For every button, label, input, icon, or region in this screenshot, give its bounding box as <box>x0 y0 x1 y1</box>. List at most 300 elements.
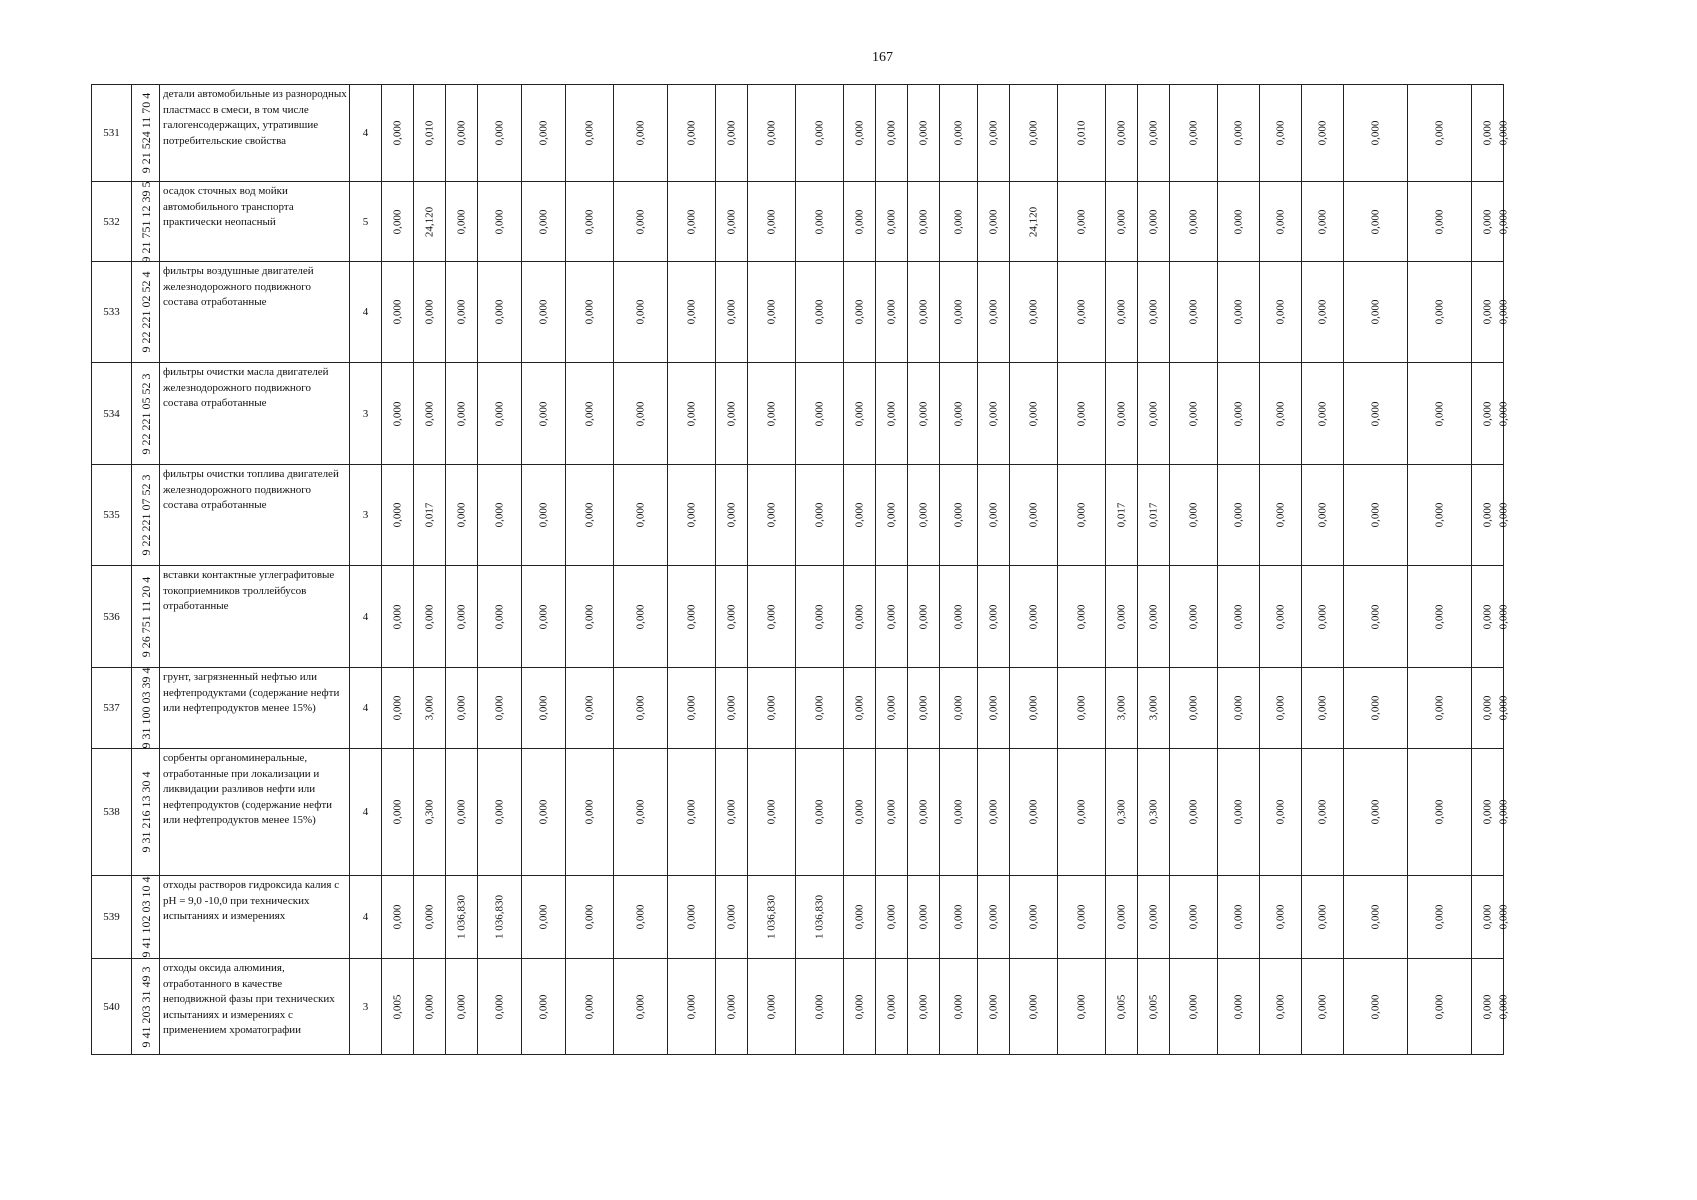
value-cell <box>478 363 522 465</box>
value-cell <box>1058 959 1106 1055</box>
value-text: 0,000 <box>1147 299 1159 325</box>
value-text: 0,000 <box>1232 401 1244 426</box>
value-text: 0,000 <box>423 904 435 930</box>
value-text: 0,000 <box>634 604 646 629</box>
value-cell <box>446 465 478 566</box>
value-cell <box>876 85 908 182</box>
value-text: 0,000 <box>813 120 825 146</box>
value-cell <box>1106 85 1138 182</box>
value-text: 0,000 <box>493 401 505 426</box>
value-text: 0,000 <box>1316 401 1328 426</box>
value-cell <box>844 566 876 668</box>
value-text: 0,000 <box>391 401 403 426</box>
value-cell <box>446 85 478 182</box>
value-cell <box>522 85 566 182</box>
value-text: 0,000 <box>455 299 467 325</box>
value-text: 0,000 <box>1232 120 1244 146</box>
value-cell <box>668 959 716 1055</box>
value-text: 1 036,830 <box>493 895 505 939</box>
value-cell <box>876 876 908 959</box>
value-cell <box>748 668 796 749</box>
value-text: 0,000 <box>583 120 595 146</box>
value-text: 0,000 <box>765 695 777 721</box>
value-text: 0,000 <box>685 994 697 1019</box>
waste-code-cell <box>132 182 160 262</box>
value-text: 0,000 <box>493 604 505 629</box>
value-cell <box>1058 182 1106 262</box>
value-text: 0,000 <box>1274 299 1286 325</box>
value-cell <box>522 566 566 668</box>
value-text: 0,000 <box>765 604 777 629</box>
value-text: 0,000 <box>853 799 865 825</box>
value-text: 0,000 <box>391 604 403 629</box>
value-cell <box>1344 749 1408 876</box>
value-cell <box>382 262 414 363</box>
value-cell <box>1106 959 1138 1055</box>
value-text: 0,000 <box>885 695 897 721</box>
row-number: 537 <box>92 668 132 749</box>
value-text: 0,000 <box>1497 299 1510 325</box>
value-cell <box>716 749 748 876</box>
value-cell <box>796 363 844 465</box>
value-cell <box>1138 363 1170 465</box>
value-cell <box>668 668 716 749</box>
value-text: 0,000 <box>493 695 505 721</box>
value-text: 0,000 <box>1433 695 1445 721</box>
waste-code-cell <box>132 363 160 465</box>
value-text: 0,000 <box>391 299 403 325</box>
value-text: 0,000 <box>1187 904 1199 930</box>
value-text: 0,300 <box>1147 799 1159 825</box>
value-cell <box>1218 465 1260 566</box>
value-text: 0,000 <box>1369 695 1381 721</box>
value-text: 0,000 <box>1433 799 1445 825</box>
value-text: 0,000 <box>813 209 825 234</box>
value-cell <box>566 85 614 182</box>
value-cell <box>668 749 716 876</box>
value-cell <box>1106 465 1138 566</box>
value-text: 0,000 <box>725 209 737 234</box>
value-cell <box>716 182 748 262</box>
value-cell <box>1260 182 1302 262</box>
value-text: 0,000 <box>1075 209 1087 234</box>
value-text: 0,000 <box>1481 799 1493 825</box>
value-cell <box>1106 876 1138 959</box>
value-cell <box>478 566 522 668</box>
value-text: 0,000 <box>634 904 646 930</box>
value-text: 0,300 <box>1115 799 1127 825</box>
value-text: 24,120 <box>423 206 435 237</box>
value-cell <box>1344 465 1408 566</box>
value-text: 0,000 <box>987 299 999 325</box>
value-cell <box>614 959 668 1055</box>
value-text: 0,000 <box>1497 502 1510 528</box>
waste-name: грунт, загрязненный нефтью или нефтепродуктами (содержание нефти или нефтепродуктов менее 15%) <box>160 668 350 749</box>
table-row <box>92 182 1504 262</box>
value-cell <box>1302 85 1344 182</box>
value-cell <box>566 262 614 363</box>
value-text: 0,000 <box>1115 604 1127 629</box>
value-cell <box>1170 749 1218 876</box>
value-text: 0,000 <box>725 994 737 1019</box>
value-text: 0,000 <box>917 299 929 325</box>
value-cell <box>908 262 940 363</box>
value-cell <box>1260 959 1302 1055</box>
waste-code: 9 41 102 03 10 4 <box>138 876 153 958</box>
value-text: 0,000 <box>1316 604 1328 629</box>
value-cell <box>876 566 908 668</box>
value-cell <box>614 749 668 876</box>
table-row <box>92 959 1504 1055</box>
value-text: 3,000 <box>1147 695 1159 721</box>
value-cell <box>876 749 908 876</box>
value-text: 0,000 <box>537 799 549 825</box>
value-cell <box>978 85 1010 182</box>
value-text: 0,000 <box>1075 799 1087 825</box>
value-text: 0,000 <box>917 502 929 528</box>
value-cell <box>796 182 844 262</box>
value-cell <box>414 465 446 566</box>
value-cell <box>1138 668 1170 749</box>
value-cell <box>978 262 1010 363</box>
value-cell <box>716 668 748 749</box>
value-text: 0,000 <box>987 604 999 629</box>
value-text: 0,000 <box>1369 401 1381 426</box>
value-cell <box>876 363 908 465</box>
value-text: 0,000 <box>537 209 549 234</box>
table-row <box>92 262 1504 363</box>
value-cell <box>1344 876 1408 959</box>
value-cell <box>876 668 908 749</box>
value-text: 0,000 <box>725 604 737 629</box>
value-text: 0,000 <box>765 209 777 234</box>
value-cell <box>978 876 1010 959</box>
value-cell <box>446 566 478 668</box>
value-text: 0,000 <box>493 502 505 528</box>
value-cell <box>1170 876 1218 959</box>
value-text: 0,000 <box>1075 604 1087 629</box>
value-text: 0,000 <box>537 502 549 528</box>
value-cell <box>978 668 1010 749</box>
value-cell <box>1344 182 1408 262</box>
waste-name: фильтры очистки топлива двигателей железнодорожного подвижного состава отработанные <box>160 465 350 566</box>
hazard-class: 4 <box>350 749 382 876</box>
value-text: 0,000 <box>813 604 825 629</box>
hazard-class: 3 <box>350 465 382 566</box>
value-cell <box>748 182 796 262</box>
value-text: 0,000 <box>725 502 737 528</box>
value-text: 0,000 <box>537 120 549 146</box>
table-row <box>92 85 1504 182</box>
value-text: 0,000 <box>1497 695 1510 721</box>
value-text: 0,000 <box>1232 604 1244 629</box>
value-text: 0,000 <box>455 502 467 528</box>
value-cell <box>1058 668 1106 749</box>
value-text: 0,000 <box>423 994 435 1019</box>
value-cell <box>382 668 414 749</box>
value-text: 0,000 <box>1027 904 1039 930</box>
value-cell <box>1408 262 1472 363</box>
value-text: 0,000 <box>1147 209 1159 234</box>
value-cell <box>1408 749 1472 876</box>
value-text: 0,000 <box>583 502 595 528</box>
hazard-class: 4 <box>350 262 382 363</box>
value-text: 0,000 <box>685 401 697 426</box>
hazard-class: 3 <box>350 959 382 1055</box>
value-cell <box>1138 182 1170 262</box>
value-text: 0,000 <box>1115 401 1127 426</box>
value-text: 0,000 <box>1433 120 1445 146</box>
row-number: 539 <box>92 876 132 959</box>
value-cell <box>1302 749 1344 876</box>
waste-name: детали автомобильные из разнородных пластмасс в смеси, в том числе галогенсодержащих, утратившие потребительские свойства <box>160 85 350 182</box>
value-cell <box>522 876 566 959</box>
row-number: 531 <box>92 85 132 182</box>
value-cell <box>668 876 716 959</box>
value-cell <box>1408 668 1472 749</box>
value-cell <box>1260 465 1302 566</box>
value-cell <box>1218 959 1260 1055</box>
value-cell <box>522 959 566 1055</box>
value-cell <box>748 85 796 182</box>
value-text: 0,000 <box>1027 502 1039 528</box>
value-cell <box>908 959 940 1055</box>
value-text: 0,000 <box>685 120 697 146</box>
value-text: 0,000 <box>1187 502 1199 528</box>
value-cell <box>1170 566 1218 668</box>
value-text: 0,000 <box>885 502 897 528</box>
value-text: 0,000 <box>493 299 505 325</box>
value-cell <box>1302 668 1344 749</box>
value-cell <box>1408 465 1472 566</box>
value-text: 3,000 <box>1115 695 1127 721</box>
value-cell <box>1408 566 1472 668</box>
value-text: 0,000 <box>1232 299 1244 325</box>
value-cell <box>1170 465 1218 566</box>
value-text: 0,000 <box>391 502 403 528</box>
value-cell <box>716 876 748 959</box>
value-cell <box>940 959 978 1055</box>
value-text: 0,005 <box>391 994 403 1019</box>
waste-code: 9 31 100 03 39 4 <box>138 667 153 749</box>
value-cell <box>414 363 446 465</box>
value-text: 0,000 <box>583 209 595 234</box>
value-cell <box>1218 876 1260 959</box>
value-text: 0,000 <box>1027 401 1039 426</box>
value-cell <box>668 363 716 465</box>
value-text: 0,000 <box>493 209 505 234</box>
value-cell <box>522 182 566 262</box>
value-text: 0,000 <box>634 502 646 528</box>
value-cell <box>1010 182 1058 262</box>
value-cell <box>796 959 844 1055</box>
waste-code: 9 22 221 05 52 3 <box>138 373 153 454</box>
waste-code-cell <box>132 85 160 182</box>
value-text: 0,000 <box>1274 401 1286 426</box>
value-text: 0,000 <box>853 299 865 325</box>
value-text: 0,000 <box>634 695 646 721</box>
value-text: 0,000 <box>455 799 467 825</box>
value-text: 0,000 <box>1497 799 1510 825</box>
row-number: 538 <box>92 749 132 876</box>
value-text: 0,000 <box>725 695 737 721</box>
value-cell <box>522 465 566 566</box>
value-text: 0,000 <box>952 994 964 1019</box>
value-text: 0,000 <box>1075 401 1087 426</box>
value-cell <box>1138 959 1170 1055</box>
waste-code-cell <box>132 262 160 363</box>
value-text: 0,000 <box>391 799 403 825</box>
value-cell <box>1058 85 1106 182</box>
value-cell <box>978 749 1010 876</box>
value-cell <box>748 959 796 1055</box>
value-cell <box>844 749 876 876</box>
value-text: 1 036,830 <box>765 895 777 939</box>
value-cell <box>614 262 668 363</box>
value-text: 0,000 <box>987 209 999 234</box>
value-text: 0,000 <box>1497 401 1510 426</box>
value-text: 0,000 <box>685 209 697 234</box>
value-cell <box>478 749 522 876</box>
value-cell <box>1218 85 1260 182</box>
value-text: 0,000 <box>1481 604 1493 629</box>
value-text: 0,000 <box>1115 904 1127 930</box>
value-text: 0,000 <box>455 695 467 721</box>
value-text: 24,120 <box>1027 206 1039 237</box>
value-text: 0,000 <box>583 604 595 629</box>
value-text: 0,000 <box>917 401 929 426</box>
value-text: 0,000 <box>725 904 737 930</box>
value-text: 0,000 <box>1481 994 1493 1019</box>
value-text: 0,000 <box>853 904 865 930</box>
value-cell <box>978 363 1010 465</box>
value-text: 0,000 <box>952 401 964 426</box>
value-text: 0,000 <box>583 299 595 325</box>
value-text: 0,000 <box>765 401 777 426</box>
value-text: 0,000 <box>1187 120 1199 146</box>
value-cell <box>940 749 978 876</box>
row-number: 534 <box>92 363 132 465</box>
value-text: 0,000 <box>1147 904 1159 930</box>
value-cell <box>522 668 566 749</box>
value-cell <box>1170 85 1218 182</box>
value-text: 0,000 <box>853 401 865 426</box>
value-cell <box>566 566 614 668</box>
value-cell <box>446 262 478 363</box>
value-cell <box>1408 85 1472 182</box>
value-cell <box>1010 959 1058 1055</box>
value-text: 0,000 <box>1075 904 1087 930</box>
value-text: 0,000 <box>987 695 999 721</box>
value-text: 0,000 <box>1369 904 1381 930</box>
value-text: 0,000 <box>885 904 897 930</box>
value-cell <box>668 566 716 668</box>
value-cell <box>1138 262 1170 363</box>
value-text: 0,000 <box>885 401 897 426</box>
value-text: 0,000 <box>455 994 467 1019</box>
value-cell <box>940 876 978 959</box>
value-text: 0,000 <box>1075 299 1087 325</box>
value-text: 0,000 <box>917 120 929 146</box>
hazard-class: 5 <box>350 182 382 262</box>
value-cell <box>908 182 940 262</box>
value-text: 0,000 <box>493 120 505 146</box>
value-cell <box>1218 749 1260 876</box>
value-cell <box>940 465 978 566</box>
table-row <box>92 876 1504 959</box>
value-cell <box>446 749 478 876</box>
waste-code: 9 41 203 31 49 3 <box>138 966 153 1047</box>
value-text: 0,000 <box>1232 799 1244 825</box>
value-text: 0,000 <box>917 209 929 234</box>
row-number: 532 <box>92 182 132 262</box>
value-text: 0,000 <box>634 799 646 825</box>
value-cell <box>908 465 940 566</box>
value-text: 0,000 <box>1316 904 1328 930</box>
value-text: 0,000 <box>1075 502 1087 528</box>
value-text: 0,000 <box>583 695 595 721</box>
value-cell <box>414 749 446 876</box>
value-cell <box>796 668 844 749</box>
value-text: 0,000 <box>853 502 865 528</box>
value-text: 0,000 <box>1027 120 1039 146</box>
waste-name: отходы растворов гидроксида калия с pH = 9,0 -10,0 при технических испытаниях и измерениях <box>160 876 350 959</box>
value-text: 0,000 <box>1316 209 1328 234</box>
value-text: 0,000 <box>1481 502 1493 528</box>
value-cell <box>1106 182 1138 262</box>
value-cell <box>1218 668 1260 749</box>
value-text: 0,000 <box>537 401 549 426</box>
value-cell <box>716 262 748 363</box>
value-cell <box>382 85 414 182</box>
waste-code-cell <box>132 749 160 876</box>
value-cell <box>1344 959 1408 1055</box>
value-cell <box>1302 959 1344 1055</box>
value-text: 0,000 <box>685 904 697 930</box>
value-text: 0,000 <box>813 502 825 528</box>
value-text: 0,000 <box>1027 695 1039 721</box>
value-cell <box>414 876 446 959</box>
row-number: 540 <box>92 959 132 1055</box>
value-cell <box>1344 85 1408 182</box>
value-text: 0,000 <box>765 299 777 325</box>
value-cell <box>614 566 668 668</box>
value-text: 0,000 <box>1187 209 1199 234</box>
value-cell <box>1408 876 1472 959</box>
value-text: 0,000 <box>885 994 897 1019</box>
waste-code-cell <box>132 668 160 749</box>
value-cell <box>844 85 876 182</box>
value-cell <box>1010 566 1058 668</box>
value-cell <box>1010 465 1058 566</box>
value-cell <box>1218 363 1260 465</box>
waste-name: отходы оксида алюминия, отработанного в качестве неподвижной фазы при технических испытаниях и измерениях с применением хроматографии <box>160 959 350 1055</box>
value-cell <box>876 262 908 363</box>
value-cell <box>414 668 446 749</box>
value-cell <box>796 465 844 566</box>
value-cell <box>844 363 876 465</box>
value-text: 0,000 <box>987 502 999 528</box>
value-text: 0,000 <box>423 401 435 426</box>
value-text: 0,000 <box>685 799 697 825</box>
value-text: 0,000 <box>634 299 646 325</box>
value-cell <box>1058 465 1106 566</box>
value-text: 0,000 <box>987 401 999 426</box>
value-cell <box>614 465 668 566</box>
value-text: 0,000 <box>813 299 825 325</box>
value-text: 0,000 <box>952 604 964 629</box>
value-cell <box>748 465 796 566</box>
